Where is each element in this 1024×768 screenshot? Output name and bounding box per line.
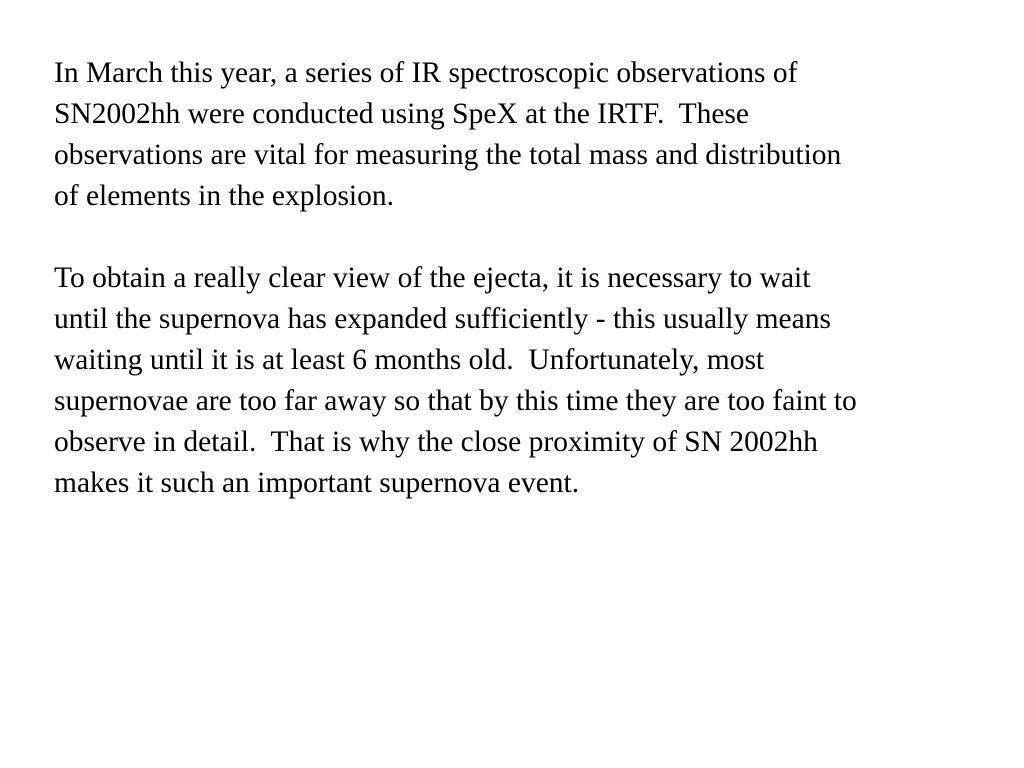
paragraph-ejecta xyxy=(54,258,989,504)
text-line: In March this year, a series of IR spectroscopic observations of xyxy=(54,57,798,89)
text-line: waiting until it is at least 6 months old. Unfortunately, most xyxy=(54,344,765,376)
slide-text-body xyxy=(54,53,989,504)
text-line: of elements in the explosion. xyxy=(54,180,394,212)
text-line: until the supernova has expanded sufficiently - this usually means xyxy=(54,303,831,335)
text-line: SN2002hh were conducted using SpeX at the IRTF. These xyxy=(54,98,750,130)
text-line: To obtain a really clear view of the ejecta, it is necessary to wait xyxy=(54,262,811,294)
paragraph-spectroscopy xyxy=(54,53,989,217)
text-line: makes it such an important supernova event. xyxy=(54,467,580,499)
text-line: observations are vital for measuring the total mass and distribution xyxy=(54,139,842,171)
text-line: observe in detail. That is why the close proximity of SN 2002hh xyxy=(54,426,818,458)
text-line: supernovae are too far away so that by this time they are too faint to xyxy=(54,385,857,417)
